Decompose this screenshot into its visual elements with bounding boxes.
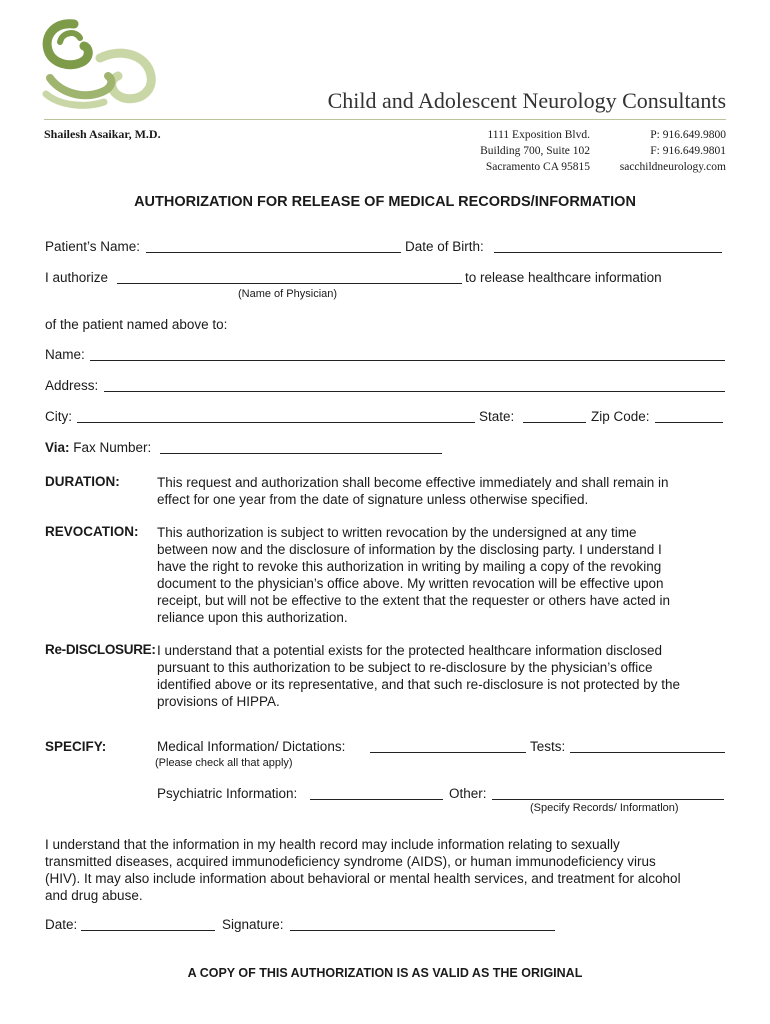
practice-logo — [40, 18, 162, 110]
physician-caption: (Name of Physician) — [238, 288, 338, 300]
date-field[interactable] — [81, 930, 215, 931]
tests-label: Tests: — [530, 739, 566, 754]
dob-label: Date of Birth: — [405, 239, 484, 254]
release-label: to release healthcare information — [465, 270, 662, 285]
fax-number-label: Fax Number: — [73, 440, 152, 455]
redisclosure-line: I understand that a potential exists for the protected healthcare information disclosed — [157, 643, 663, 658]
fax-number: F: 916.649.9801 — [650, 145, 726, 157]
medical-info-field[interactable] — [370, 752, 526, 753]
header-divider — [44, 119, 726, 120]
website-link[interactable]: sacchildneurology.com — [619, 161, 726, 173]
medical-info-label: Medical Information/ Dictations: — [157, 739, 346, 754]
physician-name: Shailesh Asaikar, M.D. — [44, 127, 161, 141]
other-field[interactable] — [492, 799, 724, 800]
authorize-label: I authorize — [45, 270, 109, 285]
duration-line: effect for one year from the date of signature unless otherwise specified. — [157, 492, 589, 507]
specify-label: SPECIFY: — [45, 739, 107, 754]
recipient-name-field[interactable] — [90, 360, 725, 361]
state-label: State: — [479, 409, 515, 424]
revocation-line: between now and the disclosure of information by the disclosing party. I understand I — [157, 542, 662, 557]
recipient-name-label: Name: — [45, 347, 85, 362]
redisclosure-label: Re-DISCLOSURE: — [45, 642, 156, 657]
revocation-text — [157, 524, 670, 626]
address-line-3: Sacramento CA 95815 — [485, 161, 590, 173]
understand-paragraph — [45, 836, 681, 904]
specify-records-caption: (Specify Records/ Informatlon) — [530, 802, 679, 814]
practice-address — [430, 127, 590, 175]
practice-contact — [596, 127, 726, 175]
duration-text — [157, 474, 669, 508]
tests-field[interactable] — [570, 752, 725, 753]
patient-named-above: of the patient named above to: — [45, 317, 228, 332]
address-line-1: 1111 Exposition Blvd. — [487, 129, 590, 141]
psych-info-field[interactable] — [310, 799, 443, 800]
revocation-line: reliance upon this authorization. — [157, 610, 348, 625]
understand-line: (HIV). It may also include information about behavioral or mental health services, and treatment for alcohol — [45, 871, 681, 886]
duration-label: DURATION: — [45, 474, 120, 489]
duration-line: This request and authorization shall become effective immediately and shall remain in — [157, 475, 669, 490]
via-fax-row — [45, 440, 151, 455]
physician-field[interactable] — [117, 283, 462, 284]
city-label: City: — [45, 409, 72, 424]
form-title: AUTHORIZATION FOR RELEASE OF MEDICAL RECORDS/INFORMATION — [134, 194, 636, 210]
patient-name-field[interactable] — [146, 252, 401, 253]
state-field[interactable] — [523, 422, 586, 423]
redisclosure-line: identified above or its representative, and that such re-disclosure is not protected by the — [157, 677, 681, 692]
redisclosure-line: provisions of HIPPA. — [157, 694, 280, 709]
redisclosure-text — [157, 642, 680, 710]
revocation-line: receipt, but will not be effective to the extent that the requester or others have acted in — [157, 593, 671, 608]
revocation-line: have the right to revoke this authorization in writing by mailing a copy of the revoking — [157, 559, 662, 574]
signature-label: Signature: — [222, 917, 284, 932]
address-label: Address: — [45, 378, 99, 393]
redisclosure-line: pursuant to this authorization to be subject to re-disclosure by the physician’s office — [157, 660, 653, 675]
understand-line: transmitted diseases, acquired immunodeficiency syndrome (AIDS), or human immunodeficiency virus — [45, 854, 656, 869]
revocation-line: This authorization is subject to written revocation by the undersigned at any time — [157, 525, 637, 540]
understand-line: and drug abuse. — [45, 888, 143, 903]
psych-info-label: Psychiatric Information: — [157, 786, 298, 801]
other-label: Other: — [449, 786, 487, 801]
address-line-2: Building 700, Suite 102 — [480, 145, 590, 157]
check-all-caption: (Please check all that apply) — [155, 757, 293, 769]
patient-name-label: Patient’s Name: — [45, 239, 141, 254]
footer-note: A COPY OF THIS AUTHORIZATION IS AS VALID AS THE ORIGINAL — [187, 966, 583, 980]
revocation-label: REVOCATION: — [45, 524, 139, 539]
signature-field[interactable] — [290, 930, 555, 931]
revocation-line: document to the physician’s office above. My written revocation will be effective upon — [157, 576, 664, 591]
phone-number: P: 916.649.9800 — [650, 129, 726, 141]
dob-field[interactable] — [494, 252, 722, 253]
fax-number-field[interactable] — [160, 453, 442, 454]
zip-field[interactable] — [655, 422, 723, 423]
via-label: Via: — [45, 440, 70, 455]
zip-label: Zip Code: — [591, 409, 650, 424]
city-field[interactable] — [77, 422, 475, 423]
understand-line: I understand that the information in my health record may include information relating to sexually — [45, 837, 620, 852]
date-label: Date: — [45, 917, 78, 932]
address-field[interactable] — [104, 391, 725, 392]
practice-name: Child and Adolescent Neurology Consultants — [327, 88, 726, 113]
